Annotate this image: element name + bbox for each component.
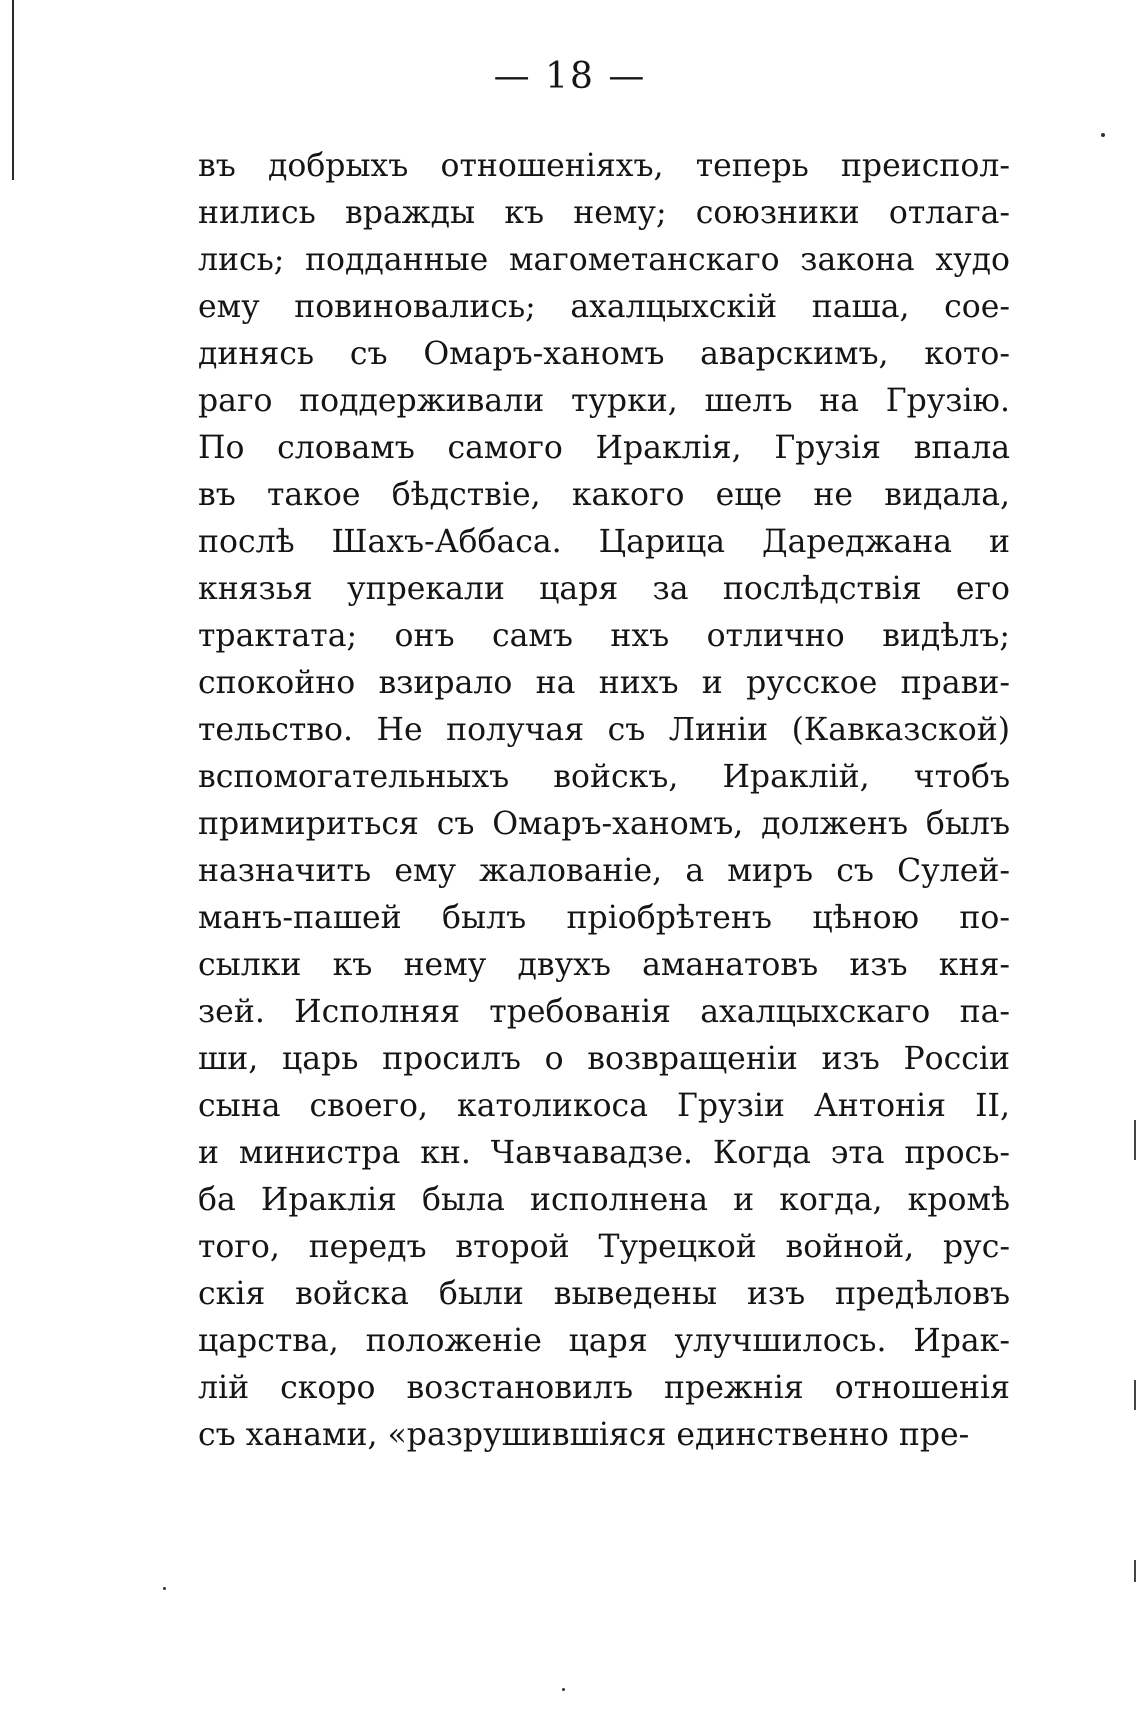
text-line: примириться съ Омаръ-ханомъ, долженъ былъ	[198, 806, 1010, 842]
page-number: — 18 —	[493, 56, 647, 97]
text-line: тельство. Не получая съ Линіи (Кавказской)	[198, 712, 1010, 748]
text-line: лій скоро возстановилъ прежнія отношенія	[198, 1370, 1010, 1406]
text-line: сына своего, католикоса Грузіи Антонія II,	[198, 1088, 1010, 1124]
text-line: манъ-пашей былъ пріобрѣтенъ цѣною по-	[198, 900, 1010, 936]
text-line: въ такое бѣдствіе, какого еще не видала,	[198, 477, 1010, 513]
body-text	[198, 143, 1010, 1459]
text-line: спокойно взирало на нихъ и русское прави-	[198, 665, 1010, 701]
text-line: князья упрекали царя за послѣдствія его	[198, 571, 1010, 607]
scan-edge-mark	[1134, 1380, 1136, 1410]
text-line: ему повиновались; ахалцыхскій паша, сое-	[198, 289, 1010, 325]
scan-speck	[163, 1587, 166, 1590]
text-line: въ добрыхъ отношеніяхъ, теперь преиспол-	[198, 148, 1010, 184]
text-line: того, передъ второй Турецкой войной, рус-	[198, 1229, 1010, 1265]
text-line: ба Ираклія была исполнена и когда, кромѣ	[198, 1182, 1010, 1218]
text-line: ши, царь просилъ о возвращеніи изъ Россіи	[198, 1041, 1010, 1077]
text-line: съ ханами, «разрушившіяся единственно пре-	[198, 1417, 970, 1453]
text-line: сылки къ нему двухъ аманатовъ изъ кня-	[198, 947, 1010, 983]
text-line: лись; подданные магометанскаго закона худо	[198, 242, 1010, 278]
scan-speck	[1101, 133, 1105, 137]
text-line: раго поддерживали турки, шелъ на Грузію.	[198, 383, 1010, 419]
text-line: и министра кн. Чавчавадзе. Когда эта прось-	[198, 1135, 1010, 1171]
scan-speck	[562, 1688, 565, 1691]
text-line: динясь съ Омаръ-ханомъ аварскимъ, кото-	[198, 336, 1010, 372]
text-line: нились вражды къ нему; союзники отлага-	[198, 195, 1010, 231]
text-line: царства, положеніе царя улучшилось. Ирак-	[198, 1323, 1010, 1359]
text-line: По словамъ самого Ираклія, Грузія впала	[198, 430, 1010, 466]
scan-edge-mark	[1134, 1560, 1136, 1582]
scan-edge-mark	[1134, 1120, 1136, 1160]
text-line: вспомогательныхъ войскъ, Ираклій, чтобъ	[198, 759, 1010, 795]
text-line: послѣ Шахъ-Аббаса. Царица Дареджана и	[198, 524, 1010, 560]
text-line: скія войска были выведены изъ предѣловъ	[198, 1276, 1010, 1312]
text-line: зей. Исполняя требованія ахалцыхскаго па-	[198, 994, 1010, 1030]
text-line: назначить ему жалованіе, а миръ съ Сулей-	[198, 853, 1010, 889]
text-line: трактата; онъ самъ нхъ отлично видѣлъ;	[198, 618, 1010, 654]
